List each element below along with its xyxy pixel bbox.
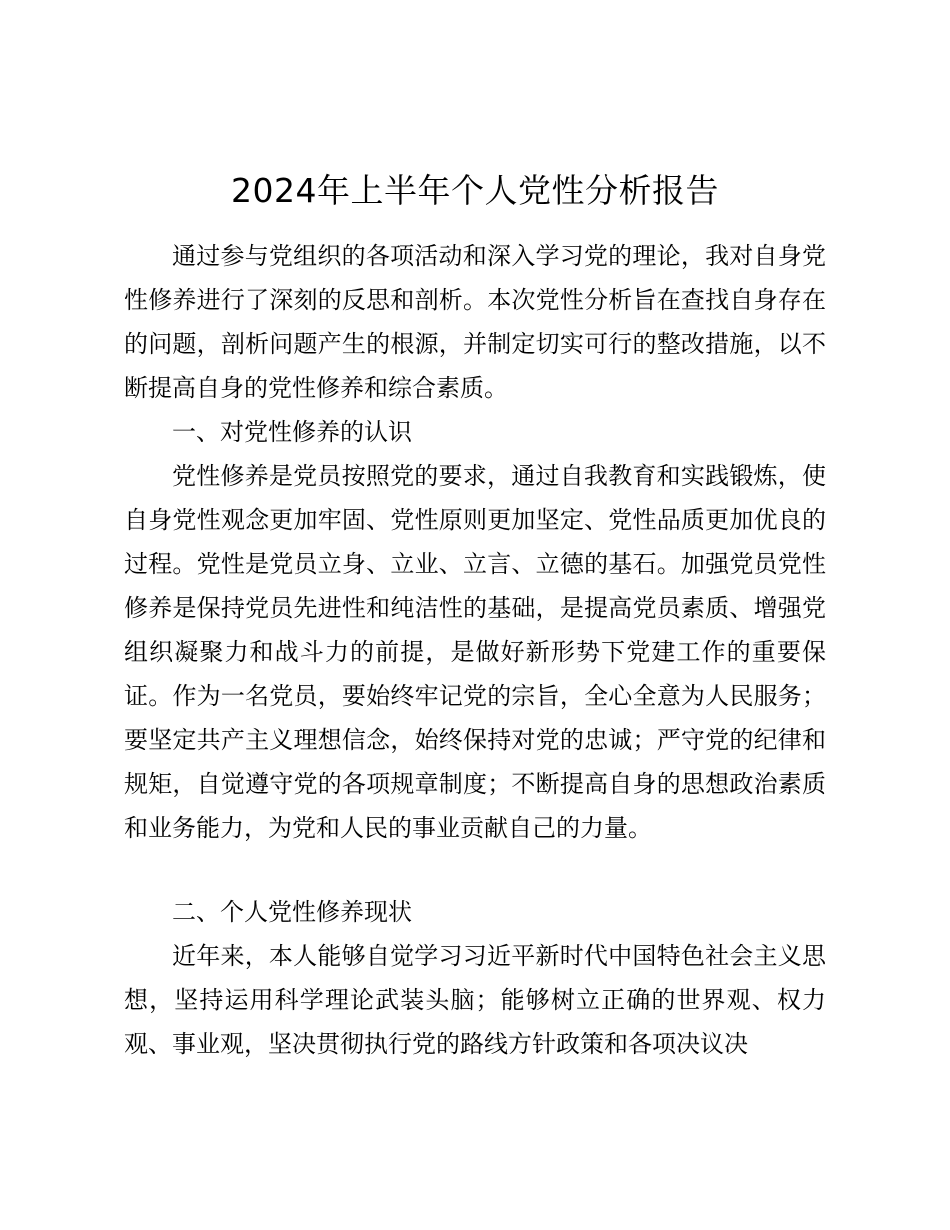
document-title: 2024年上半年个人党性分析报告	[231, 171, 719, 210]
intro-paragraph: 通过参与党组织的各项活动和深入学习党的理论，我对自身党性修养进行了深刻的反思和剖析。本次党性分析旨在查找自身存在的问题，剖析问题产生的根源，并制定切实可行的整改措施，以不断提高自身的党性修养和综合素质。	[124, 242, 826, 402]
section-1-paragraph: 党性修养是党员按照党的要求，通过自我教育和实践锻炼，使自身党性观念更加牢固、党性原则更加坚定、党性品质更加优良的过程。党性是党员立身、立业、立言、立德的基石。加强党员党性修养是保持党员先进性和纯洁性的基础，是提高党员素质、增强党组织凝聚力和战斗力的前提，是做好新形势下党建工作的重要保证。作为一名党员，要始终牢记党的宗旨，全心全意为人民服务；要坚定共产主义理想信念，始终保持对党的忠诚；严守党的纪律和规矩，自觉遵守党的各项规章制度；不断提高自身的思想政治素质和业务能力，为党和人民的事业贡献自己的力量。	[124, 462, 826, 842]
section-heading-1: 一、对党性修养的认识	[172, 418, 412, 446]
section-2-paragraph: 近年来，本人能够自觉学习习近平新时代中国特色社会主义思想，坚持运用科学理论武装头脑；能够树立正确的世界观、权力观、事业观，坚决贯彻执行党的路线方针政策和各项决议决	[124, 942, 826, 1058]
section-heading-2: 二、个人党性修养现状	[172, 898, 412, 926]
